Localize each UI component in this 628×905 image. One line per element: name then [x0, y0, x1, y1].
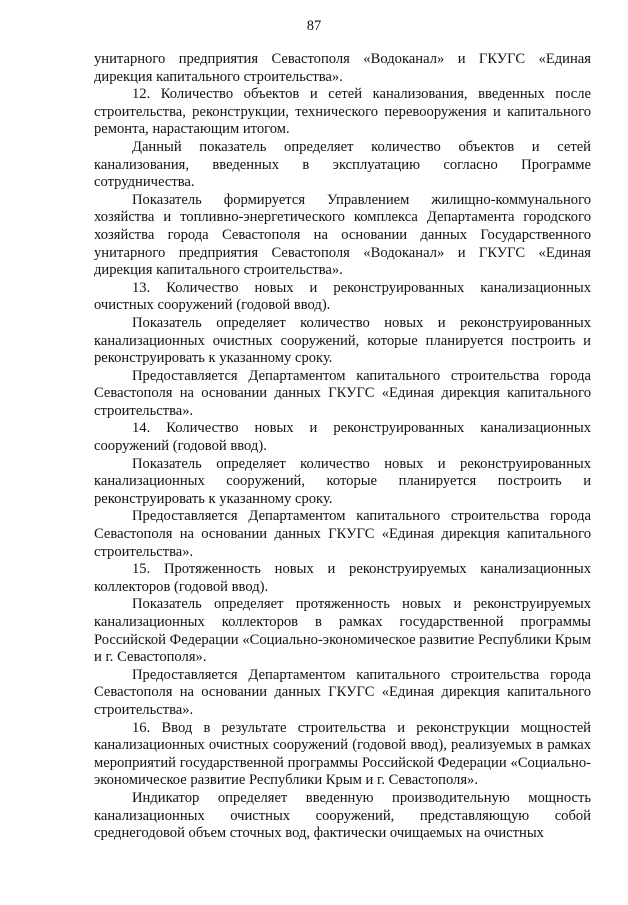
document-body	[94, 51, 591, 843]
paragraph-item-15-definition: Показатель определяет протяженность новых и реконструируемых канализационных коллекторов в рамках государственной программы Российской Федерации «Социально-экономическое развитие Республики Крым и г. Севастополя».	[94, 596, 591, 666]
paragraph-item-14-title: 14. Количество новых и реконструированных канализационных сооружений (годовой ввод).	[94, 420, 591, 455]
paragraph-item-15-title: 15. Протяженность новых и реконструируемых канализационных коллекторов (годовой ввод).	[94, 561, 591, 595]
page-number: 87	[306, 18, 322, 34]
paragraph-item-13-title: 13. Количество новых и реконструированных канализационных очистных сооружений (годовой ввод).	[94, 279, 591, 314]
paragraph-continuation: унитарного предприятия Севастополя «Водоканал» и ГКУГС «Единая дирекция капитального строительства».	[94, 51, 591, 85]
paragraph-item-12-source: Показатель формируется Управлением жилищно-коммунального хозяйства и топливно-энергетического комплекса Департамента городского хозяйства города Севастополя на основании данных Государственного унитарного предприятия Севастополя «Водоканал» и ГКУГС «Единая дирекция капитального строительства».	[94, 191, 591, 279]
paragraph-item-14-definition: Показатель определяет количество новых и реконструированных канализационных сооружений, которые планируется построить и реконструировать к указанному сроку.	[94, 455, 591, 507]
paragraph-item-15-source: Предоставляется Департаментом капитального строительства города Севастополя на основании данных ГКУГС «Единая дирекция капитального строительства».	[94, 666, 591, 718]
paragraph-item-13-source: Предоставляется Департаментом капитального строительства города Севастополя на основании данных ГКУГС «Единая дирекция капитального строительства».	[94, 367, 591, 419]
paragraph-item-14-source: Предоставляется Департаментом капитального строительства города Севастополя на основании данных ГКУГС «Единая дирекция капитального строительства».	[94, 508, 591, 560]
paragraph-item-16-definition: Индикатор определяет введенную производительную мощность канализационных очистных сооружений, представляющую собой среднегодовой объем сточных вод, фактически очищаемых на очистных	[94, 789, 591, 842]
paragraph-item-13-definition: Показатель определяет количество новых и реконструированных канализационных очистных сооружений, которые планируется построить и реконструировать к указанному сроку.	[94, 314, 591, 367]
paragraph-item-16-title: 16. Ввод в результате строительства и реконструкции мощностей канализационных очистных сооружений (годовой ввод), реализуемых в рамках мероприятий государственной программы Российской Федерации «Социально-экономическое развитие Республики Крым и г. Севастополя».	[94, 719, 591, 789]
paragraph-item-12-definition: Данный показатель определяет количество объектов и сетей канализования, введенных в эксплуатацию согласно Программе сотрудничества.	[94, 138, 591, 191]
paragraph-item-12-title: 12. Количество объектов и сетей канализования, введенных после строительства, реконструкции, технического перевооружения и капитального ремонта, нарастающим итогом.	[94, 86, 591, 138]
